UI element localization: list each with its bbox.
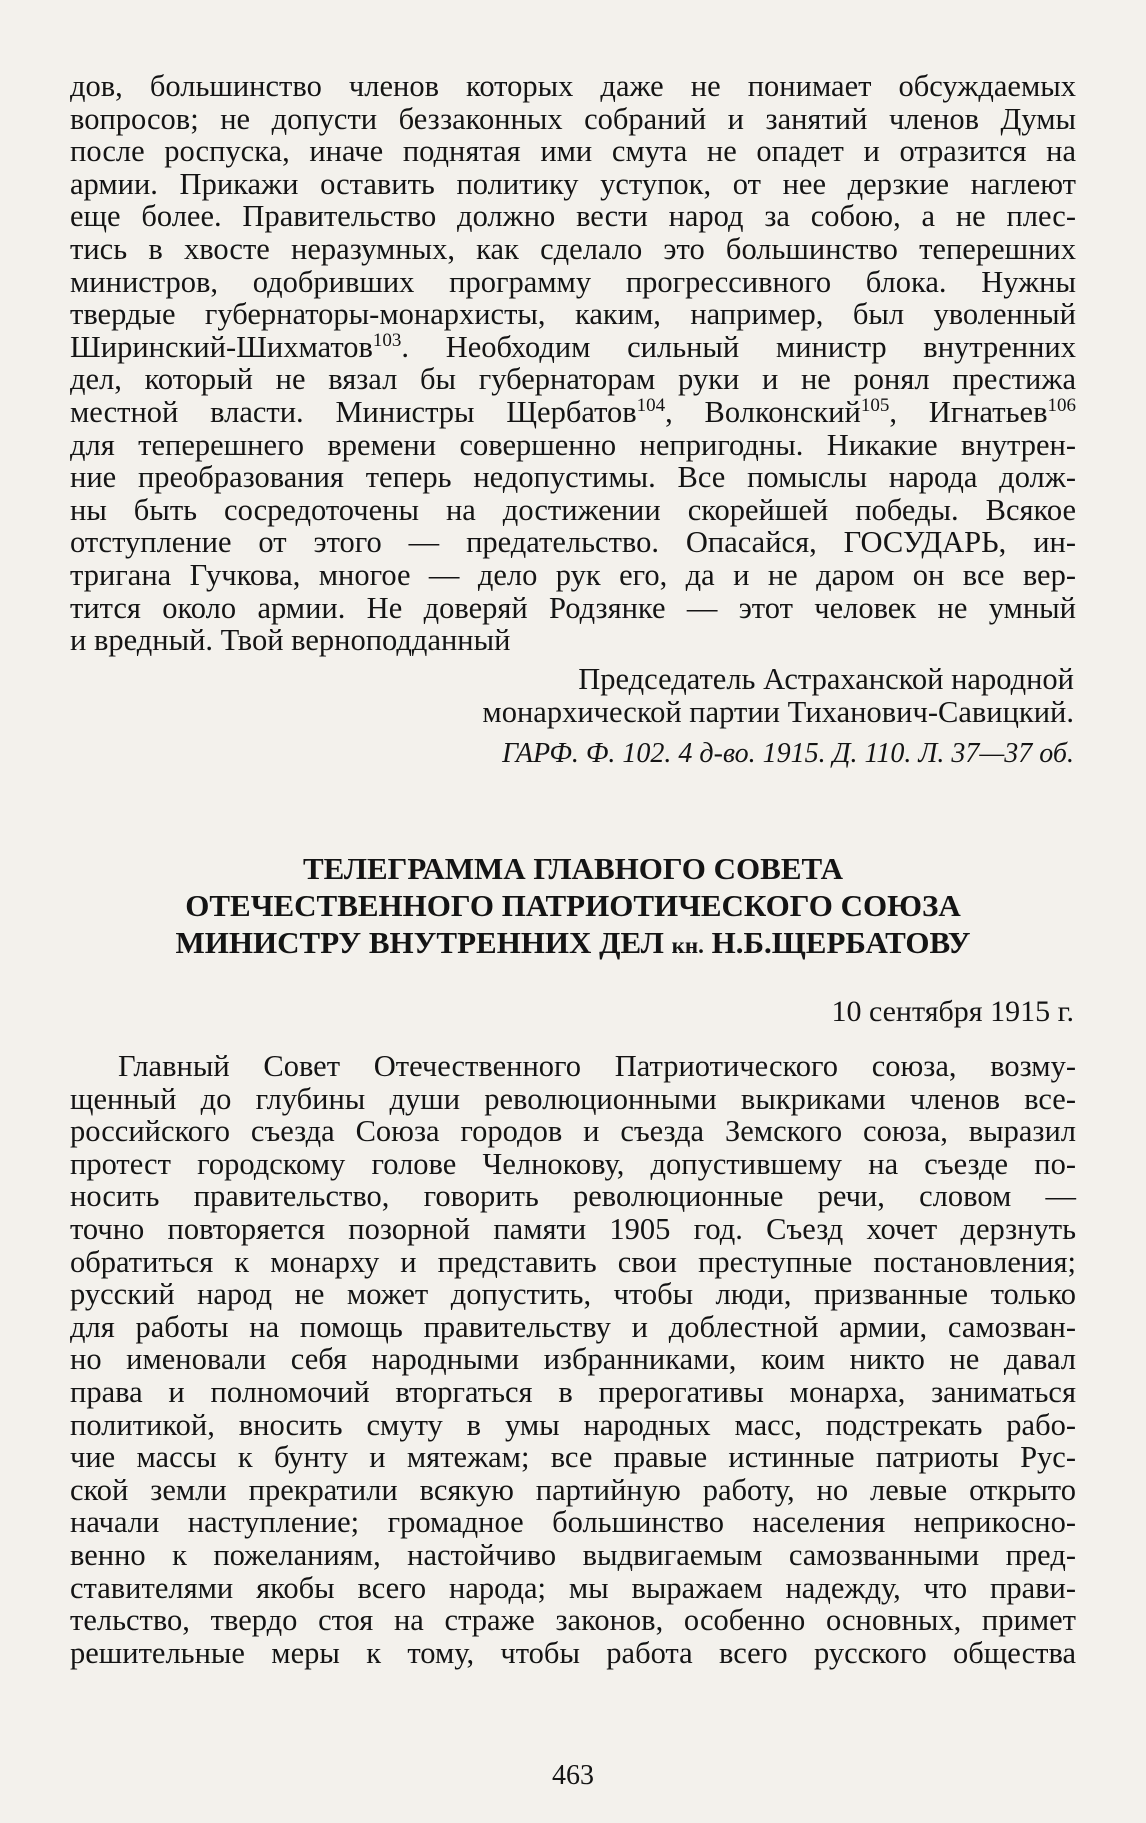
text-line: и вредный. Твой верноподданный: [70, 623, 511, 658]
text-line: российского съезда Союза городов и съезда Земского союза, выразил: [70, 1114, 1076, 1149]
text-line: твердые губернаторы-монархисты, каким, например, был уволенный: [70, 297, 1076, 332]
text-fragment: Ширинский-Шихматов: [70, 329, 373, 364]
text-line: дел, который не вязал бы губернаторам руки и не ронял престижа: [70, 362, 1076, 397]
text-line: еще более. Правительство должно вести народ за собою, а не плес-: [70, 199, 1076, 234]
text-line: министров, одобривших программу прогрессивного блока. Нужны: [70, 264, 1076, 299]
continuation-text: [70, 70, 1076, 657]
footnote-ref: 106: [1047, 394, 1076, 416]
heading-line: ТЕЛЕГРАММА ГЛАВНОГО СОВЕТА: [302, 851, 844, 886]
text-line: решительные меры к тому, чтобы работа всего русского общества: [70, 1635, 1076, 1670]
document-date: 10 сентября 1915 г.: [831, 995, 1074, 1028]
text-line: после роспуска, иначе поднятая ими смута не опадет и отразится на: [70, 134, 1076, 169]
text-line: начали наступление; громадное большинство населения неприкосно-: [70, 1505, 1076, 1540]
signature-block: [482, 663, 1074, 729]
text-line: ской земли прекратили всякую партийную работу, но левые открыто: [70, 1472, 1076, 1507]
footnote-ref: 103: [372, 329, 402, 351]
heading-line: [70, 924, 1076, 961]
footnote-ref: 104: [636, 394, 666, 416]
text-line: Главный Совет Отечественного Патриотического союза, возму-: [118, 1049, 1076, 1083]
text-line: носить правительство, говорить революционные речи, словом —: [70, 1179, 1076, 1214]
text-line: тись в хвосте неразумных, как сделало это большинство теперешних: [70, 231, 1076, 266]
document-heading: [70, 850, 1076, 961]
heading-line: ОТЕЧЕСТВЕННОГО ПАТРИОТИЧЕСКОГО СОЮЗА: [185, 888, 961, 923]
text-line: тится около армии. Не доверяй Родзянке — этот человек не умный: [70, 590, 1076, 625]
text-line: ние преобразования теперь недопустимы. Все помыслы народа долж-: [70, 460, 1076, 495]
text-fragment: местной власти. Министры Щербатов: [70, 394, 637, 429]
text-line: для теперешнего времени совершенно непригодны. Никакие внутрен-: [70, 427, 1076, 462]
page-number: 463: [552, 1760, 594, 1791]
text-line: венно к пожеланиям, настойчиво выдвигаемым самозванными пред-: [70, 1537, 1076, 1572]
heading-title-abbrev: кн.: [671, 933, 704, 958]
text-line-footnoted: [70, 331, 1076, 364]
body-text: [70, 1050, 1076, 1669]
signature-line: монархической партии Тиханович-Савицкий.: [482, 695, 1074, 729]
text-line: щенный до глубины души революционными выкриками членов все-: [70, 1081, 1076, 1116]
text-line-footnoted: [70, 396, 1076, 429]
text-line: ставителями якобы всего народа; мы выражаем надежду, что прави-: [70, 1570, 1076, 1605]
archive-reference: ГАРФ. Ф. 102. 4 д-во. 1915. Д. 110. Л. 37—37 об.: [502, 738, 1074, 769]
text-line: ны быть сосредоточены на достижении скорейшей победы. Всякое: [70, 492, 1076, 527]
text-line: чие массы к бунту и мятежам; все правые истинные патриоты Рус-: [70, 1440, 1076, 1475]
signature-line: Председатель Астраханской народной: [578, 662, 1074, 696]
text-line: армии. Прикажи оставить политику уступок, от нее дерзкие наглеют: [70, 166, 1076, 201]
text-line: для работы на помощь правительству и доблестной армии, самозван-: [70, 1309, 1076, 1344]
text-fragment: . Необходим сильный министр внутренних: [401, 329, 1076, 364]
footnote-ref: 105: [860, 394, 890, 416]
text-line: протест городскому голове Челнокову, допустившему на съезде по-: [70, 1146, 1076, 1181]
text-line: русский народ не может допустить, чтобы люди, призванные только: [70, 1277, 1076, 1312]
heading-fragment: МИНИСТРУ ВНУТРЕННИХ ДЕЛ: [175, 925, 672, 960]
heading-fragment: Н.Б.ЩЕРБАТОВУ: [703, 925, 971, 960]
text-line: права и полномочий вторгаться в прерогативы монарха, заниматься: [70, 1374, 1076, 1409]
text-fragment: , Игнатьев: [889, 394, 1048, 429]
text-line: обратиться к монарху и представить свои преступные постановления;: [70, 1244, 1076, 1279]
text-fragment: , Волконский: [665, 394, 861, 429]
text-line: политикой, вносить смуту в умы народных масс, подстрекать рабо-: [70, 1407, 1076, 1442]
text-line: вопросов; не допусти беззаконных собраний и занятий членов Думы: [70, 101, 1076, 136]
text-line: тельство, твердо стоя на страже законов, особенно основных, примет: [70, 1603, 1076, 1638]
text-line: тригана Гучкова, многое — дело рук его, да и не даром он все вер-: [70, 557, 1076, 592]
text-line: точно повторяется позорной памяти 1905 год. Съезд хочет дерзнуть: [70, 1211, 1076, 1246]
text-line: но именовали себя народными избранниками, коим никто не давал: [70, 1342, 1076, 1377]
text-line: отступление от этого — предательство. Опасайся, ГОСУДАРЬ, ин-: [70, 525, 1076, 560]
text-line: дов, большинство членов которых даже не понимает обсуждаемых: [70, 69, 1076, 103]
